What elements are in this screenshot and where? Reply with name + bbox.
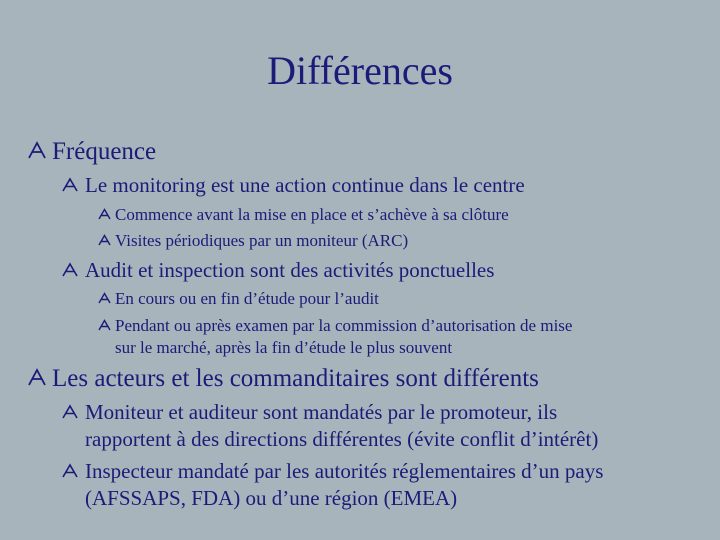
bullet-icon (62, 463, 85, 478)
bullet-commence (98, 203, 509, 226)
bullet-icon (98, 292, 115, 304)
bullet-pendant-continuation (115, 336, 452, 359)
bullet-moniteur-auditeur (62, 398, 557, 427)
bullet-audit-inspection (62, 256, 494, 285)
bullet-icon (98, 234, 115, 246)
bullet-text: Fréquence (52, 138, 157, 165)
bullet-icon (98, 319, 115, 331)
bullet-acteurs (28, 364, 539, 394)
bullet-icon (62, 262, 85, 277)
bullet-inspecteur (62, 457, 603, 486)
bullet-text: sur le marché, après la fin d’étude le plus souvent (115, 338, 453, 357)
bullet-text: Les acteurs et les commanditaires sont différents (52, 365, 539, 392)
bullet-text: Audit et inspection sont des activités ponctuelles (85, 258, 495, 282)
bullet-inspecteur-continuation (85, 484, 457, 513)
bullet-text: En cours ou en fin d’étude pour l’audit (115, 289, 379, 308)
bullet-text: (AFSSAPS, FDA) ou d’une région (EMEA) (85, 486, 458, 510)
bullet-text: Visites périodiques par un moniteur (ARC) (115, 231, 409, 250)
bullet-text: Moniteur et auditeur sont mandatés par le promoteur, ils (85, 400, 558, 424)
bullet-icon (62, 404, 85, 419)
bullet-monitoring (62, 171, 525, 200)
bullet-pendant (98, 314, 572, 337)
bullet-moniteur-auditeur-continuation (85, 425, 598, 454)
bullet-en-cours (98, 287, 379, 310)
bullet-visites (98, 229, 408, 252)
bullet-icon (28, 368, 52, 386)
bullet-icon (98, 208, 115, 220)
bullet-text: Pendant ou après examen par la commission d’autorisation de mise (115, 316, 573, 335)
bullet-icon (28, 141, 52, 159)
bullet-icon (62, 177, 85, 192)
slide-title: Différences (267, 48, 453, 93)
bullet-text: rapportent à des directions différentes (évite conflit d’intérêt) (85, 427, 599, 451)
bullet-text: Inspecteur mandaté par les autorités réglementaires d’un pays (85, 459, 604, 483)
bullet-text: Le monitoring est une action continue dans le centre (85, 173, 525, 197)
bullet-frequence (28, 137, 156, 167)
bullet-text: Commence avant la mise en place et s’achève à sa clôture (115, 205, 509, 224)
